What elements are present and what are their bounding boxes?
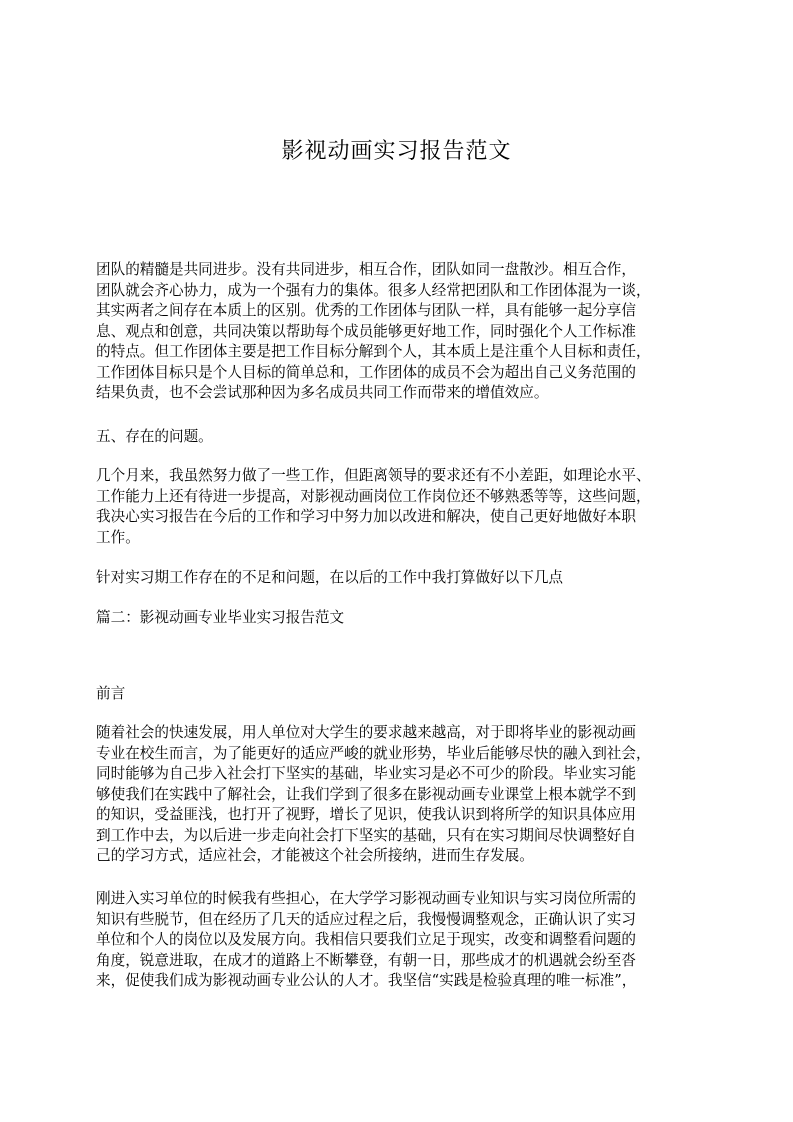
paragraph-plan xyxy=(96,568,700,589)
text-line: 的知识，受益匪浅，也打开了视野，增长了见识，使我认识到将所学的知识具体应用 xyxy=(96,806,636,823)
text-line: 专业在校生而言，为了能更好的适应严峻的就业形势，毕业后能够尽快的融入到社会， xyxy=(96,744,651,762)
text-line: 结果负责，也不会尝试那种因为多名成员共同工作而带来的增值效应。 xyxy=(96,384,549,401)
text-line: 到工作中去，为以后进一步走向社会打下坚实的基础，只有在实习期间尽快调整好自 xyxy=(96,826,636,844)
text-line: 其实两者之间存在本质上的区别。优秀的工作团体与团队一样，具有能够一起分享信 xyxy=(96,302,636,319)
text-line: 知识有些脱节，但在经历了几天的适应过程之后，我慢慢调整观念，正确认识了实习 xyxy=(96,910,636,928)
text-line: 篇二：影视动画专业毕业实习报告范文 xyxy=(96,609,345,626)
text-line: 的特点。但工作团体主要是把工作目标分解到个人，其本质上是注重个人目标和责任， xyxy=(96,343,651,360)
text-line: 工作团体目标只是个人目标的简单总和，工作团体的成员不会为超出自己义务范围的 xyxy=(96,363,636,381)
text-line: 工作能力上还有待进一步提高，对影视动画岗位工作岗位还不够熟悉等等，这些问题， xyxy=(96,487,651,505)
paragraph-introduction xyxy=(96,723,700,867)
text-line: 五、存在的问题。 xyxy=(96,428,213,445)
text-line: 同时能够为自己步入社会打下坚实的基础，毕业实习是必不可少的阶段。毕业实习能 xyxy=(96,765,636,782)
text-line: 己的学习方式，适应社会，才能被这个社会所接纳，进而生存发展。 xyxy=(96,847,534,864)
text-line: 刚进入实习单位的时候我有些担心，在大学学习影视动画专业知识与实习岗位所需的 xyxy=(96,890,636,907)
text-line: 团队就会齐心协力，成为一个强有力的集体。很多人经常把团队和工作团体混为一谈， xyxy=(96,281,651,299)
text-line: 来，促使我们成为影视动画专业公认的人才。我坚信“实践是检验真理的唯一标准”， xyxy=(96,972,637,989)
text-line: 前言 xyxy=(96,685,126,702)
text-line: 我决心实习报告在今后的工作和学习中努力加以改进和解决，使自己更好地做好本职 xyxy=(96,508,636,525)
document-title: 影视动画实习报告范文 xyxy=(281,139,512,164)
section-heading-preface xyxy=(96,684,700,705)
paragraph-internship-start xyxy=(96,889,700,992)
section-heading-part-two xyxy=(96,608,700,629)
paragraph-shortcomings xyxy=(96,466,700,548)
text-line: 针对实习期工作存在的不足和问题，在以后的工作中我打算做好以下几点 xyxy=(96,569,564,586)
text-line: 角度，锐意进取，在成才的道路上不断攀登，有朝一日，那些成才的机遇就会纷至沓 xyxy=(96,951,636,969)
paragraph-teamwork xyxy=(96,260,700,404)
text-line: 单位和个人的岗位以及发展方向。我相信只要我们立足于现实，改变和调整看问题的 xyxy=(96,931,636,948)
text-line: 团队的精髓是共同进步。没有共同进步，相互合作，团队如同一盘散沙。相互合作， xyxy=(96,261,636,278)
text-line: 几个月来，我虽然努力做了一些工作，但距离领导的要求还有不小差距，如理论水平、 xyxy=(96,467,651,484)
text-line: 工作。 xyxy=(96,528,140,546)
text-line: 息、观点和创意，共同决策以帮助每个成员能够更好地工作，同时强化个人工作标准 xyxy=(96,322,636,340)
text-line: 够使我们在实践中了解社会，让我们学到了很多在影视动画专业课堂上根本就学不到 xyxy=(96,785,636,803)
section-heading-problems xyxy=(96,427,700,448)
text-line: 随着社会的快速发展，用人单位对大学生的要求越来越高，对于即将毕业的影视动画 xyxy=(96,724,636,741)
